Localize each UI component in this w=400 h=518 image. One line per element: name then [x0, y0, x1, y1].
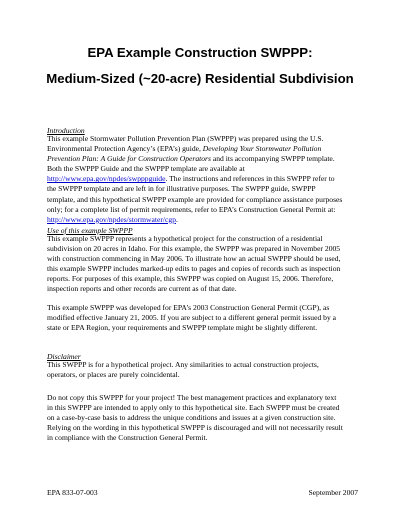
text-line: [47, 323, 357, 333]
text-line: [47, 360, 357, 370]
italic-text: Developing Your Stormwater Pollution: [202, 144, 322, 154]
text-line: [47, 393, 357, 403]
text-line: [47, 303, 357, 313]
text-line: [47, 195, 357, 205]
text-segment: subdivision on 20 acres in Idaho. For this example, the SWPPP was prepared in November 2005: [47, 244, 341, 254]
text-segment: on a case-by-case basis to address the unique conditions and issues at a given construction site.: [47, 413, 336, 423]
text-segment: inspection reports and other records are current as of that date.: [47, 284, 237, 294]
text-segment: operators, or places are purely coincidental.: [47, 370, 180, 380]
text-line: [47, 264, 357, 274]
text-segment: Both the SWPPP Guide and the SWPPP template are available at: [47, 164, 245, 174]
text-line: [47, 154, 357, 164]
publication-date: September 2007: [308, 488, 358, 497]
text-line: [47, 423, 357, 433]
text-line: [47, 215, 357, 225]
text-segment: with construction commencing in May 2006. To illustrate how an actual SWPPP should be used,: [47, 254, 341, 264]
disclaimer-heading: Disclaimer: [47, 352, 81, 361]
text-segment: reports. For purposes of this example, this SWPPP was copied on August 15, 2006. Therefore,: [47, 274, 334, 284]
text-line: [47, 313, 357, 323]
text-segment: the SWPPP template and are left in for illustrative purposes. The SWPPP guide, SWPPP: [47, 184, 316, 194]
document-title: EPA Example Construction SWPPP:: [87, 45, 313, 60]
use-of-example-paragraph: [47, 234, 357, 295]
disclaimer-paragraph: [47, 360, 357, 380]
text-line: [47, 184, 357, 194]
text-line: [47, 413, 357, 423]
text-line: [47, 174, 357, 184]
introduction-heading: Introduction: [47, 126, 85, 135]
text-line: [47, 244, 357, 254]
url-link[interactable]: http://www.epa.gov/npdes/swpppguide: [47, 174, 166, 184]
text-segment: modified effective January 21, 2005. If you are subject to a different general permit issued by a: [47, 313, 337, 323]
do-not-copy-paragraph: [47, 393, 357, 443]
text-line: [47, 205, 357, 215]
text-segment: Environmental Protection Agency’s (EPA’s) guide,: [47, 144, 203, 154]
text-segment: This example Stormwater Pollution Prevention Plan (SWPPP) was prepared using the U.S.: [47, 134, 324, 143]
text-line: [47, 234, 357, 244]
text-segment: only; for a complete list of permit requirements, refer to EPA’s Construction General Permit at:: [47, 204, 336, 214]
text-segment: This example SWPPP represents a hypothetical project for the construction of a residential: [47, 234, 323, 243]
text-segment: This SWPPP is for a hypothetical project. Any similarities to actual construction projects,: [47, 360, 319, 369]
text-line: [47, 144, 357, 154]
text-segment: state or EPA Region, your requirements and SWPPP template might be slightly different.: [47, 323, 318, 333]
text-line: [47, 134, 357, 144]
text-segment: and its accompanying SWPPP template.: [210, 154, 335, 164]
text-segment: template, and this hypothetical SWPPP example are provided for compliance assistance purposes: [47, 194, 343, 204]
italic-text: Prevention Plan: A Guide for Construction Operators: [47, 154, 211, 164]
use-of-example-heading: Use of this example SWPPP: [47, 226, 133, 235]
text-line: [47, 370, 357, 380]
text-line: [47, 164, 357, 174]
text-segment: in compliance with the Construction General Permit.: [47, 433, 208, 443]
text-line: [47, 403, 357, 413]
url-link[interactable]: http://www.epa.gov/npdes/stormwater/cgp: [47, 214, 176, 224]
document-subtitle: Medium-Sized (~20-acre) Residential Subdivision: [46, 71, 354, 86]
text-segment: this example SWPPP includes marked-up edits to pages and copies of records such as inspection: [47, 264, 341, 274]
document-number: EPA 833-07-003: [47, 488, 98, 497]
text-line: [47, 274, 357, 284]
text-line: [47, 254, 357, 264]
text-segment: Relying on the wording in this hypothetical SWPPP is discouraged and will not necessarily result: [47, 423, 343, 433]
text-segment: in this SWPPP are intended to apply only to this hypothetical site. Each SWPPP must be created: [47, 403, 340, 413]
text-segment: This example SWPPP was developed for EPA’s 2003 Construction General Permit (CGP), as: [47, 303, 330, 312]
text-line: [47, 433, 357, 443]
introduction-paragraph: [47, 134, 357, 225]
text-segment: Do not copy this SWPPP for your project! The best management practices and explanatory text: [47, 393, 337, 402]
cgp-paragraph: [47, 303, 357, 333]
text-segment: .: [176, 214, 178, 224]
text-segment: . The instructions and references in this SWPPP refer to: [165, 174, 335, 184]
text-line: [47, 284, 357, 294]
